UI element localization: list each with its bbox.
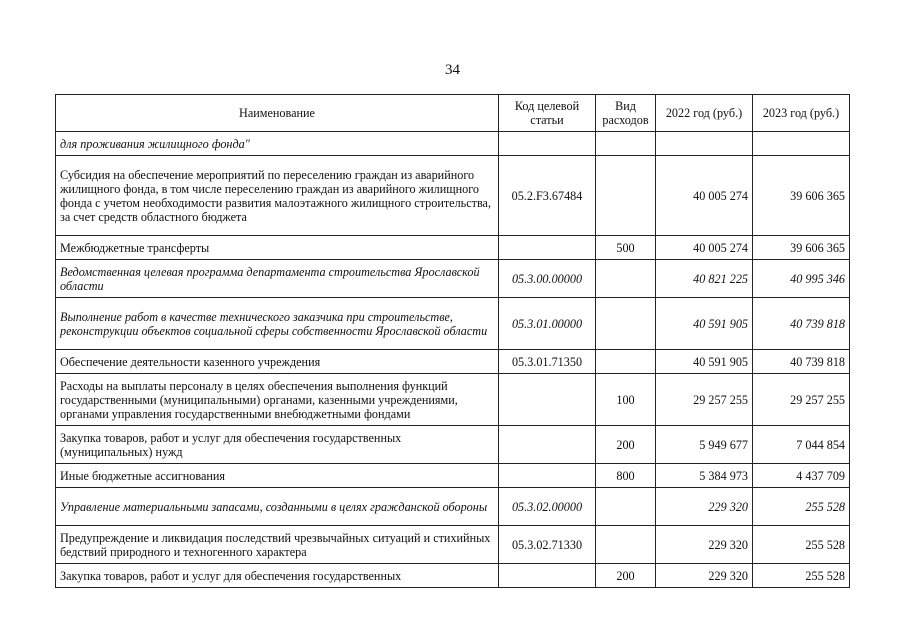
row-2022: 40 591 905 <box>656 350 753 374</box>
header-name: Наименование <box>56 95 499 132</box>
row-2023 <box>753 132 850 156</box>
row-2023: 39 606 365 <box>753 236 850 260</box>
row-2023: 255 528 <box>753 564 850 588</box>
row-2023: 255 528 <box>753 488 850 526</box>
row-2023: 40 739 818 <box>753 350 850 374</box>
row-kind <box>596 156 656 236</box>
row-2022: 229 320 <box>656 564 753 588</box>
row-kind <box>596 132 656 156</box>
row-code <box>499 564 596 588</box>
row-2022: 229 320 <box>656 488 753 526</box>
row-kind <box>596 260 656 298</box>
header-code: Код целевой статьи <box>499 95 596 132</box>
table-row <box>56 464 850 488</box>
table-row <box>56 564 850 588</box>
row-kind: 500 <box>596 236 656 260</box>
row-name: Обеспечение деятельности казенного учреждения <box>56 350 499 374</box>
table-row <box>56 298 850 350</box>
row-2022 <box>656 132 753 156</box>
table-row <box>56 350 850 374</box>
row-2022: 5 384 973 <box>656 464 753 488</box>
row-code <box>499 236 596 260</box>
row-name: Субсидия на обеспечение мероприятий по переселению граждан из аварийного жилищного фонда, в том числе переселению граждан из аварийного жилищного фонда с учетом необходимости развития малоэтажного жилищного строительства, за счет средств областного бюджета <box>56 156 499 236</box>
row-code: 05.2.F3.67484 <box>499 156 596 236</box>
table-row <box>56 488 850 526</box>
table-row <box>56 236 850 260</box>
row-2022: 40 005 274 <box>656 236 753 260</box>
page-number: 34 <box>445 62 460 78</box>
row-code <box>499 426 596 464</box>
table-row <box>56 156 850 236</box>
row-2023: 4 437 709 <box>753 464 850 488</box>
row-code: 05.3.01.71350 <box>499 350 596 374</box>
table-row <box>56 260 850 298</box>
row-code: 05.3.00.00000 <box>499 260 596 298</box>
row-2023: 255 528 <box>753 526 850 564</box>
row-name: Управление материальными запасами, созданными в целях гражданской обороны <box>56 488 499 526</box>
table-body <box>56 132 850 588</box>
row-kind: 100 <box>596 374 656 426</box>
row-kind <box>596 488 656 526</box>
table-row <box>56 426 850 464</box>
row-name: Расходы на выплаты персоналу в целях обеспечения выполнения функций государственными (муниципальными) органами, казенными учреждениями, органами управления государственными внебюджетными фондами <box>56 374 499 426</box>
row-name: Выполнение работ в качестве технического заказчика при строительстве, реконструкции объектов социальной сферы собственности Ярославской области <box>56 298 499 350</box>
table-row <box>56 132 850 156</box>
row-kind <box>596 298 656 350</box>
row-code <box>499 132 596 156</box>
row-2023: 40 739 818 <box>753 298 850 350</box>
row-code: 05.3.02.71330 <box>499 526 596 564</box>
row-kind: 200 <box>596 564 656 588</box>
row-code <box>499 464 596 488</box>
header-kind: Вид расходов <box>596 95 656 132</box>
table-header-row <box>56 95 850 132</box>
row-2023: 39 606 365 <box>753 156 850 236</box>
row-kind <box>596 350 656 374</box>
table-row <box>56 374 850 426</box>
row-2022: 5 949 677 <box>656 426 753 464</box>
header-2023: 2023 год (руб.) <box>753 95 850 132</box>
budget-table <box>55 94 850 588</box>
row-code: 05.3.01.00000 <box>499 298 596 350</box>
row-2022: 40 005 274 <box>656 156 753 236</box>
row-name: Предупреждение и ликвидация последствий чрезвычайных ситуаций и стихийных бедствий природного и техногенного характера <box>56 526 499 564</box>
row-name: Закупка товаров, работ и услуг для обеспечения государственных <box>56 564 499 588</box>
row-name: Иные бюджетные ассигнования <box>56 464 499 488</box>
row-2022: 229 320 <box>656 526 753 564</box>
table-row <box>56 526 850 564</box>
row-name: Ведомственная целевая программа департамента строительства Ярославской области <box>56 260 499 298</box>
row-kind: 800 <box>596 464 656 488</box>
row-name: Межбюджетные трансферты <box>56 236 499 260</box>
row-code <box>499 374 596 426</box>
row-2022: 40 821 225 <box>656 260 753 298</box>
row-kind: 200 <box>596 426 656 464</box>
header-2022: 2022 год (руб.) <box>656 95 753 132</box>
row-2023: 7 044 854 <box>753 426 850 464</box>
row-2023: 40 995 346 <box>753 260 850 298</box>
row-2022: 29 257 255 <box>656 374 753 426</box>
row-name: Закупка товаров, работ и услуг для обеспечения государственных (муниципальных) нужд <box>56 426 499 464</box>
row-code: 05.3.02.00000 <box>499 488 596 526</box>
row-kind <box>596 526 656 564</box>
row-2022: 40 591 905 <box>656 298 753 350</box>
row-2023: 29 257 255 <box>753 374 850 426</box>
row-name: для проживания жилищного фонда" <box>56 132 499 156</box>
